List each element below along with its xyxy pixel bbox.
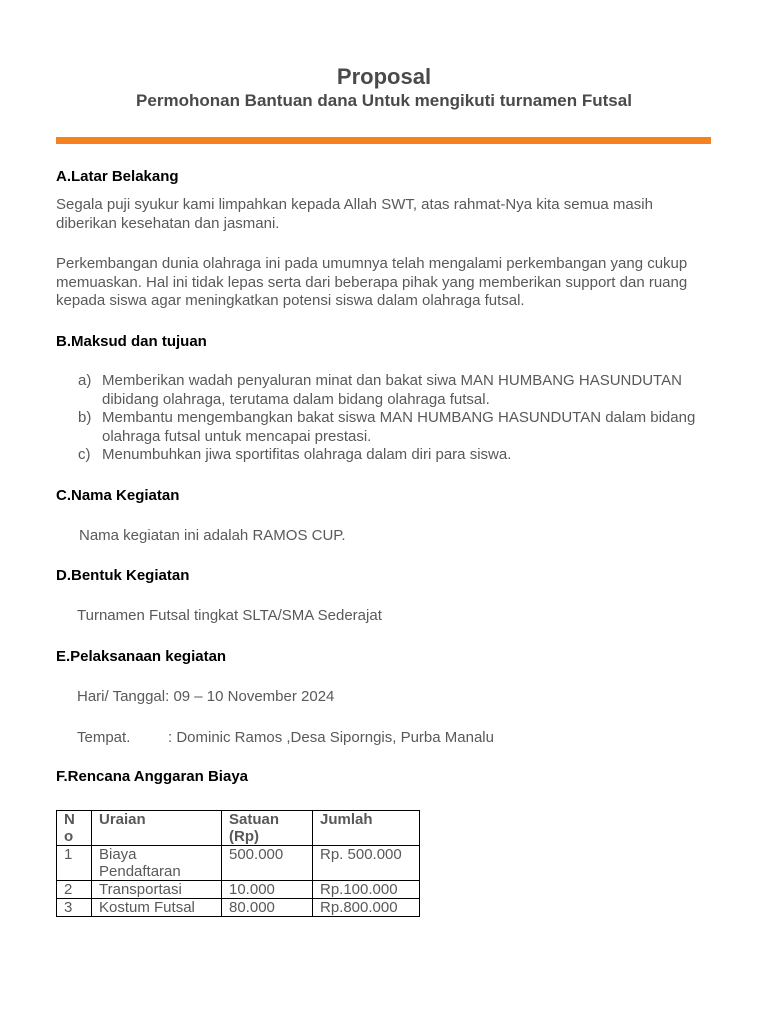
table-cell: Kostum Futsal (92, 899, 222, 917)
budget-table (56, 810, 420, 917)
section-c-heading: C.Nama Kegiatan (56, 487, 180, 504)
table-row (57, 846, 420, 881)
activity-name-text: Nama kegiatan ini adalah RAMOS CUP. (79, 527, 346, 544)
table-cell: 2 (57, 881, 92, 899)
section-e-heading: E.Pelaksanaan kegiatan (56, 648, 227, 665)
table-header-row (57, 811, 420, 846)
section-a-heading: A.Latar Belakang (56, 168, 179, 185)
objectives-list (56, 372, 716, 465)
section-a-paragraph-1: Segala puji syukur kami limpahkan kepada Allah SWT, atas rahmat-Nya kita semua masih diberikan kesehatan dan jasmani. (56, 196, 653, 232)
table-cell: 1 (57, 846, 92, 881)
column-header-uraian: Uraian (92, 811, 222, 846)
document-title: Proposal (336, 64, 432, 89)
table-cell: Rp.100.000 (313, 881, 420, 899)
list-item-text: Memberikan wadah penyaluran minat dan bakat siwa MAN HUMBANG HASUNDUTAN dibidang olahraga, terutama dalam bidang olahraga futsal. (102, 372, 682, 408)
table-cell: Rp. 500.000 (313, 846, 420, 881)
table-row (57, 899, 420, 917)
table-cell: 80.000 (222, 899, 313, 917)
table-cell: 500.000 (222, 846, 313, 881)
section-b-heading: B.Maksud dan tujuan (56, 333, 207, 350)
table-cell: 3 (57, 899, 92, 917)
document-subtitle: Permohonan Bantuan dana Untuk mengikuti turnamen Futsal (136, 91, 632, 110)
list-marker: b) (78, 409, 92, 426)
place-value: : Dominic Ramos ,Desa Siporngis, Purba Manalu (168, 729, 494, 746)
place-label: Tempat. (77, 729, 131, 746)
list-item-text: Membantu mengembangkan bakat siswa MAN HUMBANG HASUNDUTAN dalam bidang olahraga futsal untuk mencapai prestasi. (102, 409, 696, 445)
column-header-satuan: Satuan (Rp) (222, 811, 313, 846)
column-header-jumlah: Jumlah (313, 811, 420, 846)
date-text: Hari/ Tanggal: 09 – 10 November 2024 (77, 688, 335, 705)
list-item (56, 372, 716, 409)
list-marker: a) (78, 372, 92, 389)
table-cell: Biaya Pendaftaran (92, 846, 222, 881)
table-cell: Transportasi (92, 881, 222, 899)
table-cell: Rp.800.000 (313, 899, 420, 917)
section-d-heading: D.Bentuk Kegiatan (56, 567, 190, 584)
column-header-no: N o (57, 811, 92, 846)
section-a-paragraph-2: Perkembangan dunia olahraga ini pada umumnya telah mengalami perkembangan yang cukup memuaskan. Hal ini tidak lepas serta dari beberapa pihak yang memberikan support dan ruang kepada siswa agar meningkatkan potensi siswa dalam olahraga futsal. (56, 255, 688, 309)
orange-divider (56, 137, 711, 144)
list-item-text: Menumbuhkan jiwa sportifitas olahraga dalam diri para siswa. (102, 446, 512, 463)
table-cell: 10.000 (222, 881, 313, 899)
list-item (56, 446, 716, 465)
list-marker: c) (78, 446, 91, 463)
table-row (57, 881, 420, 899)
section-f-heading: F.Rencana Anggaran Biaya (56, 768, 249, 785)
list-item (56, 409, 716, 446)
activity-form-text: Turnamen Futsal tingkat SLTA/SMA Sederajat (77, 607, 382, 624)
